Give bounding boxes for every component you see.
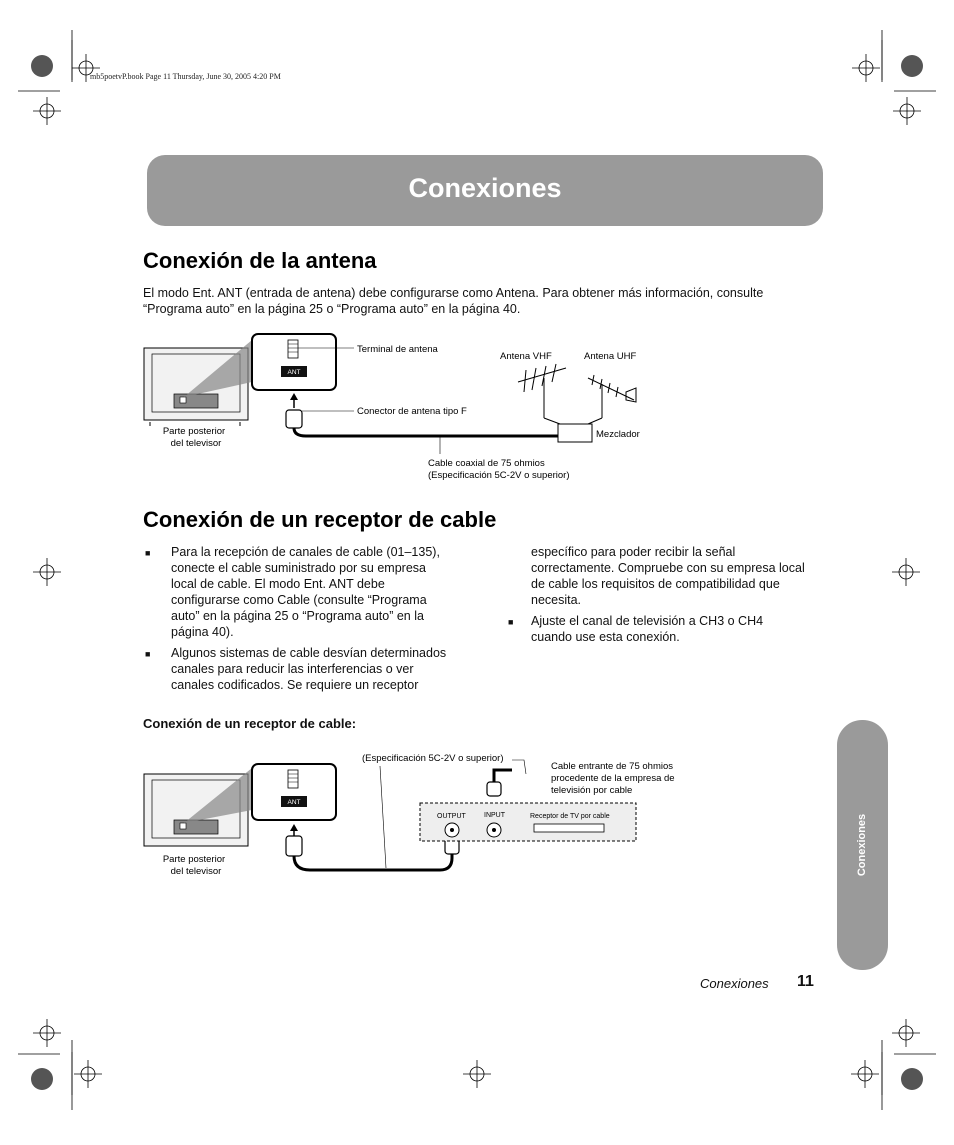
- mixer-label: Mezclador: [596, 429, 640, 440]
- print-header: mb5poetvP.book Page 11 Thursday, June 30, 2005 4:20 PM: [90, 72, 281, 81]
- f-connector-icon: [286, 836, 302, 856]
- bullet-item: ■ Ajuste el canal de televisión a CH3 o CH4 cuando use esta conexión.: [508, 614, 764, 644]
- cable-label: Cable coaxial de 75 ohmios: [428, 458, 545, 469]
- incoming-cable-label: Cable entrante de 75 ohmios: [551, 761, 673, 772]
- cable-right-column: específico para poder recibir la señal correctamente. Compruebe con su empresa local de cable los requisitos de compatibilidad que necesita. ■ Ajuste el canal de televisión a CH3 o CH4 cuando use esta conexión.: [508, 544, 828, 645]
- connector-label: Conector de antena tipo F: [357, 406, 467, 417]
- square-bullet-icon: ■: [508, 617, 514, 627]
- spec-label: (Especificación 5C-2V o superior): [362, 753, 504, 764]
- tv-rear-label: Parte posterior: [162, 426, 226, 437]
- tv-rear-label: Parte posterior: [162, 854, 226, 865]
- cable-spec-label: (Especificación 5C-2V o superior): [428, 470, 570, 481]
- terminal-label: Terminal de antena: [357, 344, 438, 355]
- uhf-antenna-icon: [588, 375, 636, 424]
- vhf-antenna-icon: [518, 364, 566, 424]
- square-bullet-icon: ■: [145, 649, 151, 659]
- cable-heading: Conexión de un receptor de cable: [143, 507, 497, 532]
- f-connector-icon: [487, 782, 501, 796]
- tv-rear-label: del televisor: [170, 438, 222, 449]
- side-tab-label: Conexiones: [856, 813, 869, 877]
- incoming-cable-label: procedente de la empresa de: [551, 773, 675, 784]
- cable-diagram: [140, 748, 700, 878]
- antenna-diagram: [140, 330, 700, 490]
- mixer-box: [558, 424, 592, 442]
- cable-subheading: Conexión de un receptor de cable:: [143, 716, 357, 731]
- side-tab-label-wrap: [837, 720, 888, 970]
- output-label: OUTPUT: [437, 813, 466, 820]
- ant-label: ANT: [287, 799, 301, 806]
- cable-left-column: [145, 544, 475, 693]
- bullet-item: ■ Para la recepción de canales de cable (01–135), conecte el cable suministrado por su empresa local de cable. El modo Ent. ANT debe configurarse como Cable (consulte “Programa auto” en la página 25 o “Programa auto” en la página 40).: [145, 545, 440, 639]
- vhf-label: Antena VHF: [500, 351, 552, 362]
- incoming-cable-label: televisión por cable: [551, 785, 633, 796]
- tv-rear-label: del televisor: [170, 866, 222, 877]
- antenna-heading: Conexión de la antena: [143, 248, 377, 273]
- footer-section: Conexiones: [700, 976, 769, 991]
- bullet-item: ■ Algunos sistemas de cable desvían determinados canales para reducir las interferencias o ver canales codificados. Se requiere un receptor: [145, 646, 447, 692]
- receiver-label: Receptor de TV por cable: [530, 813, 610, 820]
- page-title: Conexiones: [408, 173, 562, 203]
- ant-label: ANT: [287, 369, 301, 376]
- antenna-intro-line: El modo Ent. ANT (entrada de antena) debe configurarse como Antena. Para obtener más información, consulte: [143, 286, 764, 300]
- f-connector-icon: [286, 410, 302, 428]
- uhf-label: Antena UHF: [584, 351, 637, 362]
- page-number: 11: [797, 973, 814, 990]
- square-bullet-icon: ■: [145, 548, 151, 558]
- antenna-intro-line: “Programa auto” en la página 25 o “Programa auto” en la página 40.: [143, 302, 521, 316]
- input-label: INPUT: [484, 812, 505, 819]
